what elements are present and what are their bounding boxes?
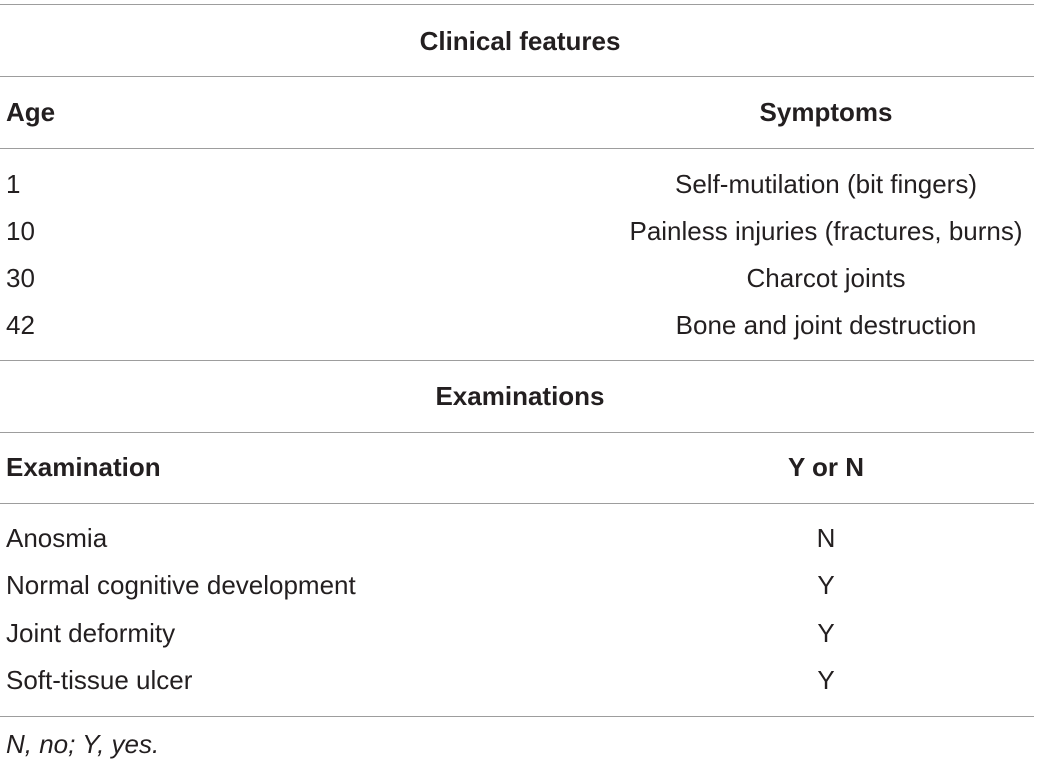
section-rule: [0, 360, 1034, 361]
symptom-cell: Charcot joints: [746, 263, 906, 293]
age-cell: 30: [6, 263, 35, 293]
result-cell: N: [816, 523, 836, 553]
column-header-examination: Examination: [6, 452, 161, 482]
examination-cell: Soft-tissue ulcer: [6, 665, 193, 695]
section-title-clinical-features: Clinical features: [419, 26, 621, 56]
table-footnote: N, no; Y, yes.: [6, 729, 160, 759]
age-cell: 42: [6, 310, 35, 340]
examination-cell: Normal cognitive development: [6, 570, 356, 600]
column-header-symptoms: Symptoms: [759, 97, 893, 127]
result-cell: Y: [817, 570, 835, 600]
examination-cell: Joint deformity: [6, 618, 176, 648]
column-header-y-or-n: Y or N: [787, 452, 865, 482]
symptom-cell: Bone and joint destruction: [675, 310, 977, 340]
bottom-rule: [0, 716, 1034, 717]
symptom-cell: Painless injuries (fractures, burns): [629, 216, 1023, 246]
result-cell: Y: [817, 665, 835, 695]
section-title-rule: [0, 76, 1034, 77]
section-title-examinations: Examinations: [435, 381, 605, 411]
symptom-cell: Self-mutilation (bit fingers): [675, 169, 977, 199]
header-rule: [0, 148, 1034, 149]
section-title-rule: [0, 432, 1034, 433]
result-cell: Y: [817, 618, 835, 648]
header-rule: [0, 503, 1034, 504]
top-rule: [0, 4, 1034, 5]
age-cell: 1: [6, 169, 21, 199]
column-header-age: Age: [6, 97, 56, 127]
examination-cell: Anosmia: [6, 523, 108, 553]
age-cell: 10: [6, 216, 35, 246]
